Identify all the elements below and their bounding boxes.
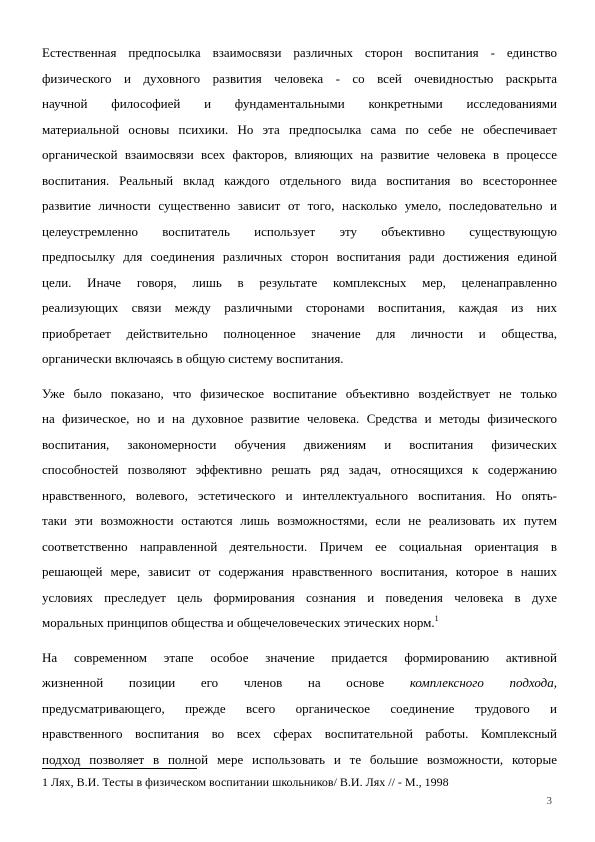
- page-number: 3: [546, 795, 552, 807]
- text-line: воспитания, закономерности обучения движениям и воспитания физических: [42, 436, 557, 452]
- text-line: решающей мере, зависит от содержания нравственного воспитания, которое в наших: [42, 564, 557, 579]
- text-line: научной философией и фундаментальными конкретными исследованиями: [42, 96, 557, 111]
- paragraph-1: [42, 40, 557, 372]
- paragraph-3: [42, 645, 557, 773]
- text-line: Естественная предпосылка взаимосвязи различных сторон воспитания - единство: [42, 45, 557, 60]
- text-line: органически включаясь в общую систему воспитания.: [42, 351, 344, 366]
- text-line: предусматривающего, прежде всего органическое соединение трудового и: [42, 700, 557, 716]
- text-fragment: жизненной позиции его членов на основе: [42, 675, 385, 690]
- text-line: Уже было показано, что физическое воспитание объективно воздействует не только: [42, 385, 557, 401]
- text-line: способностей позволяют эффективно решать ряд задач, относящихся к содержанию: [42, 462, 557, 477]
- text-line: нравственного, волевого, эстетического и интеллектуального воспитания. Но опять-: [42, 487, 557, 503]
- text-line: органической взаимосвязи всех факторов, влияющих на развитие человека в процессе: [42, 147, 557, 162]
- text-line: условиях преследует цель формирования сознания и поведения человека в духе: [42, 589, 557, 605]
- italic-term: комплексного подхода,: [409, 675, 557, 690]
- text-line: соответственно направленной деятельности. Причем ее социальная ориентация в: [42, 538, 557, 554]
- text-line: таки эти возможности остаются лишь возможностями, если не реализовать их путем: [42, 513, 557, 528]
- text-line: цели. Иначе говоря, лишь в результате комплексных мер, целенаправленно: [42, 274, 557, 290]
- text-line: воспитания. Реальный вклад каждого отдельного вида воспитания во всестороннее: [42, 172, 557, 188]
- footnote: 1 Лях, В.И. Тесты в физическом воспитании школьников/ В.И. Лях // - М., 1998: [42, 775, 449, 789]
- footnote-separator: [42, 768, 197, 769]
- text-line: подход позволяет в полной мере использовать и те большие возможности, которые: [42, 751, 557, 767]
- body-text: [42, 40, 557, 781]
- text-line: на физическое, но и на духовное развитие человека. Средства и методы физического: [42, 411, 557, 426]
- text-line: нравственного воспитания во всех сферах воспитательной работы. Комплексный: [42, 726, 557, 741]
- footnote-reference[interactable]: 1: [434, 614, 439, 623]
- text-line: физического и духовного развития человека - со всей очевидностью раскрыта: [42, 70, 557, 86]
- text-line: целеустремленно воспитатель использует эту объективно существующую: [42, 223, 557, 239]
- text-line: [42, 610, 557, 636]
- text-line: На современном этапе особое значение придается формированию активной: [42, 649, 557, 665]
- text-line: приобретает действительно полноценное значение для личности и общества,: [42, 325, 557, 341]
- text-fragment: моральных принципов общества и общечеловеческих этических норм.: [42, 615, 435, 630]
- text-line: предпосылку для соединения различных сторон воспитания ради достижения единой: [42, 249, 557, 264]
- text-line: реализующих связи между различными сторонами воспитания, каждая из них: [42, 300, 557, 315]
- paragraph-2: [42, 381, 557, 636]
- text-line: [42, 670, 557, 696]
- text-line: материальной основы психики. Но эта предпосылка сама по себе не обеспечивает: [42, 121, 557, 137]
- text-line: развитие личности существенно зависит от того, насколько умело, последовательно и: [42, 198, 557, 213]
